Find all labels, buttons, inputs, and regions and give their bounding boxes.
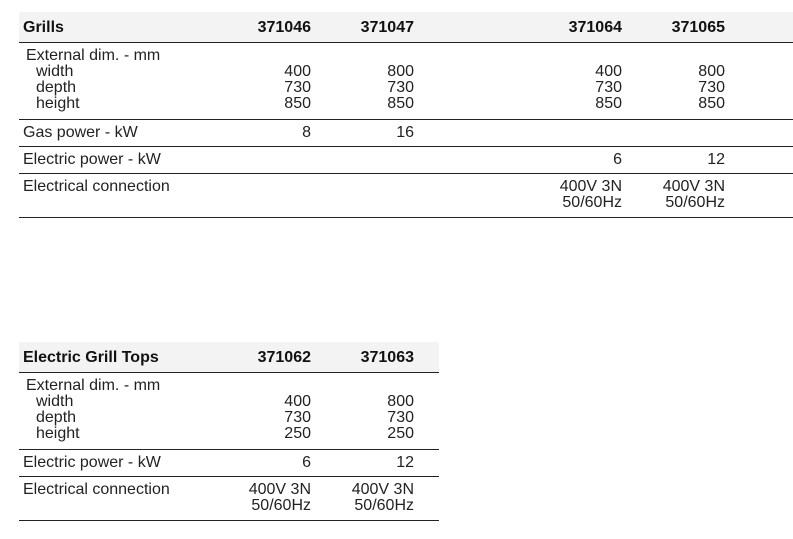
- height-value: 850: [284, 95, 311, 112]
- grills-header-row: [19, 12, 793, 43]
- depth-value: 730: [698, 79, 725, 96]
- width-label: width: [36, 63, 74, 80]
- depth-value: 730: [387, 79, 414, 96]
- electric-power-value: 12: [396, 454, 414, 471]
- grills-col-371046: 371046: [257, 19, 311, 36]
- grill-tops-col-371063: 371063: [360, 349, 414, 366]
- height-value: 850: [698, 95, 725, 112]
- electric-grill-tops-table: [19, 342, 439, 521]
- connection-frequency: 50/60Hz: [251, 497, 311, 514]
- electric-power-value: 6: [613, 151, 622, 168]
- height-label: height: [36, 95, 80, 112]
- width-value: 800: [387, 63, 414, 80]
- width-value: 800: [698, 63, 725, 80]
- width-label: width: [36, 393, 74, 410]
- depth-label: depth: [36, 409, 77, 426]
- connection-frequency: 50/60Hz: [354, 497, 414, 514]
- grill-tops-electric-power-row: [19, 450, 439, 477]
- height-value: 250: [284, 425, 311, 442]
- dimensions-label: External dim. - mm: [26, 377, 161, 394]
- height-value: 250: [387, 425, 414, 442]
- grill-tops-dimensions-row: [19, 373, 439, 450]
- electric-power-label: Electric power - kW: [23, 454, 161, 471]
- grills-electrical-connection-row: [19, 174, 793, 218]
- width-value: 400: [284, 393, 311, 410]
- width-value: 400: [595, 63, 622, 80]
- grill-tops-col-371062: 371062: [257, 349, 311, 366]
- grills-gas-power-row: [19, 120, 793, 147]
- electrical-connection-label: Electrical connection: [23, 178, 170, 195]
- electrical-connection-label: Electrical connection: [23, 481, 170, 498]
- connection-frequency: 50/60Hz: [562, 194, 622, 211]
- grill-tops-electrical-connection-row: [19, 477, 439, 521]
- grills-title: Grills: [23, 19, 64, 36]
- connection-voltage: 400V 3N: [351, 481, 414, 498]
- depth-value: 730: [284, 409, 311, 426]
- depth-value: 730: [284, 79, 311, 96]
- grill-tops-title: Electric Grill Tops: [23, 349, 159, 366]
- width-value: 400: [284, 63, 311, 80]
- gas-power-value: 8: [302, 124, 311, 141]
- electric-power-label: Electric power - kW: [23, 151, 161, 168]
- width-value: 800: [387, 393, 414, 410]
- height-label: height: [36, 425, 80, 442]
- grills-electric-power-row: [19, 147, 793, 174]
- grills-table: [19, 12, 793, 218]
- grill-tops-header-row: [19, 342, 439, 373]
- dimensions-label: External dim. - mm: [26, 47, 161, 64]
- grills-dimensions-row: [19, 43, 793, 120]
- connection-frequency: 50/60Hz: [665, 194, 725, 211]
- grills-col-371047: 371047: [360, 19, 414, 36]
- gas-power-value: 16: [396, 124, 414, 141]
- depth-value: 730: [595, 79, 622, 96]
- connection-voltage: 400V 3N: [662, 178, 725, 195]
- electric-power-value: 6: [302, 454, 311, 471]
- depth-label: depth: [36, 79, 77, 96]
- height-value: 850: [595, 95, 622, 112]
- electric-power-value: 12: [707, 151, 725, 168]
- connection-voltage: 400V 3N: [248, 481, 311, 498]
- grills-col-371064: 371064: [568, 19, 622, 36]
- height-value: 850: [387, 95, 414, 112]
- connection-voltage: 400V 3N: [559, 178, 622, 195]
- grills-col-371065: 371065: [671, 19, 725, 36]
- gas-power-label: Gas power - kW: [23, 124, 138, 141]
- depth-value: 730: [387, 409, 414, 426]
